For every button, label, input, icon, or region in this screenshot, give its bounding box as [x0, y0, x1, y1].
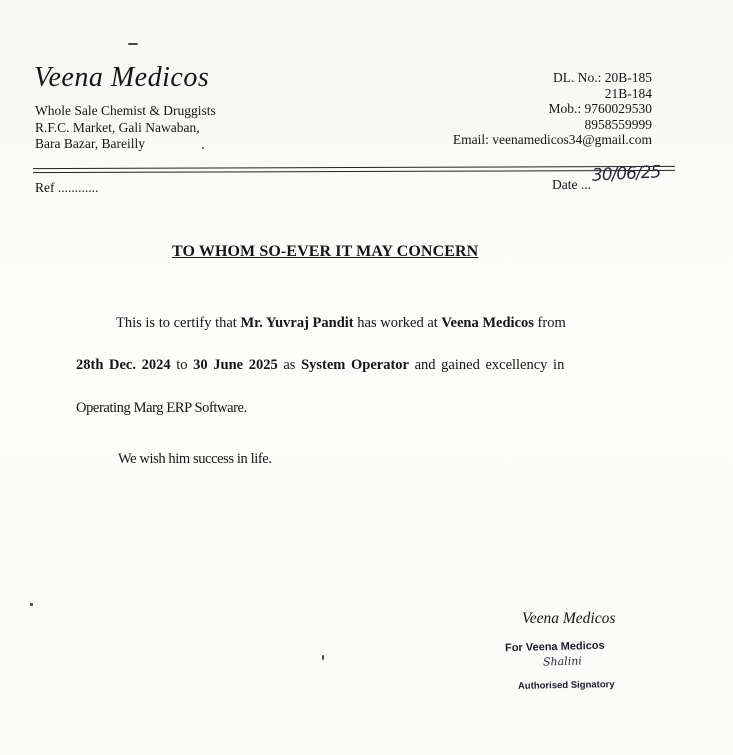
body-text: as — [277, 357, 302, 373]
email-address: Email: veenamedicos34@gmail.com — [452, 132, 652, 147]
mobile-number: 8958559999 — [584, 116, 652, 132]
license-number: 21B-184 — [604, 85, 652, 101]
body-text: from — [533, 315, 566, 331]
authorised-signatory-label: Authorised Signatory — [517, 679, 615, 692]
address-line: R.F.C. Market, Gali Nawaban, — [35, 119, 200, 135]
employee-name: Mr. Yuvraj Pandit — [240, 315, 354, 331]
body-text: and gained excellency in — [408, 357, 565, 373]
company-contact-details — [453, 70, 652, 148]
closing-wish: We wish him success in life. — [118, 451, 272, 467]
body-line — [76, 357, 564, 374]
body-text: to — [170, 357, 194, 373]
company-brand-name: Veena Medicos — [34, 62, 210, 93]
address-line: Bara Bazar, Bareilly — [35, 136, 146, 151]
scan-speck — [128, 43, 138, 45]
body-text: This is to certify that — [116, 315, 241, 331]
address-line: Whole Sale Chemist & Druggists — [35, 103, 216, 118]
scan-speck — [322, 655, 324, 660]
handwritten-date: 30/06/25 — [591, 162, 661, 186]
license-number: DL. No.: 20B-185 — [553, 70, 652, 85]
start-date: 28th Dec. 2024 — [76, 357, 171, 373]
body-line: Operating Marg ERP Software. — [76, 400, 247, 416]
end-date: 30 June 2025 — [193, 357, 278, 373]
body-line — [116, 315, 566, 332]
signature-company-name: Veena Medicos — [522, 610, 616, 627]
company-address — [35, 103, 216, 153]
scan-speck — [30, 603, 33, 606]
handwritten-signature: Shalini — [542, 654, 583, 669]
job-role: System Operator — [301, 357, 409, 373]
signature-stamp-for: For Veena Medicos — [504, 639, 605, 655]
header-divider — [33, 170, 675, 173]
reference-field: Ref ............ — [35, 180, 99, 195]
header-divider — [33, 166, 675, 170]
body-text: has worked at — [353, 315, 442, 331]
date-label: Date ... — [552, 177, 591, 192]
company-name: Veena Medicos — [441, 315, 534, 331]
certificate-heading: TO WHOM SO-EVER IT MAY CONCERN — [172, 243, 479, 260]
mobile-number: Mob.: 9760029530 — [548, 101, 652, 116]
